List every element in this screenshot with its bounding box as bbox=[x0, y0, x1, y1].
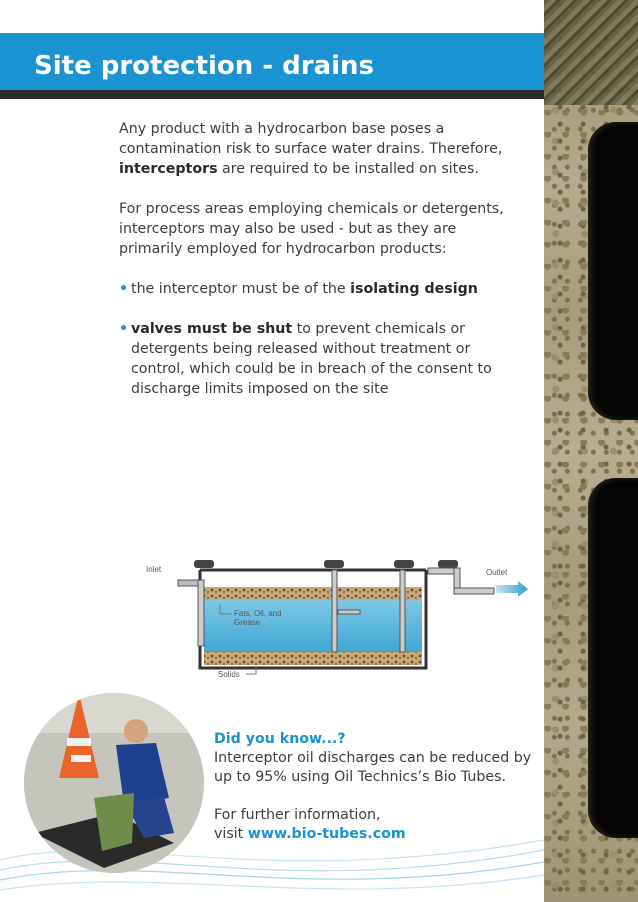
body-content bbox=[119, 119, 524, 419]
visit-line bbox=[214, 825, 534, 844]
fats-label-2: Grease bbox=[234, 618, 261, 627]
bullet-dot-icon: • bbox=[119, 281, 129, 297]
baffle-1 bbox=[332, 570, 337, 652]
further-info-text: For further information, bbox=[214, 807, 381, 823]
fats-label-1: Fats, Oil, and bbox=[234, 609, 282, 618]
manhole-cover-2 bbox=[324, 560, 344, 568]
page-title: Site protection - drains bbox=[34, 51, 375, 81]
intro-p1-text-end: are required to be installed on sites. bbox=[217, 161, 479, 177]
website-link[interactable]: www.bio-tubes.com bbox=[247, 826, 406, 842]
title-rule bbox=[0, 90, 544, 99]
manhole-cover-4 bbox=[438, 560, 458, 568]
interceptor-diagram-svg bbox=[138, 552, 538, 687]
manhole-cover-3 bbox=[394, 560, 414, 568]
manhole-cover-1 bbox=[194, 560, 214, 568]
title-band bbox=[0, 33, 544, 90]
visit-prefix: visit bbox=[214, 826, 248, 842]
solids-layer bbox=[204, 652, 422, 665]
bullet-item-isolating bbox=[119, 279, 524, 299]
bullet-1-text: the interceptor must be of the bbox=[131, 281, 351, 297]
bullet-dot-icon: • bbox=[119, 321, 129, 337]
outlet-pipe bbox=[454, 588, 494, 594]
intro-p1-text: Any product with a hydrocarbon base poses a contamination risk to surface water drains. Therefore, bbox=[119, 121, 503, 157]
baffle-2 bbox=[400, 570, 405, 652]
did-you-know-box bbox=[214, 730, 534, 844]
spacer bbox=[214, 787, 534, 806]
outlet-arrow-icon bbox=[496, 581, 528, 597]
drain-slot-lower bbox=[588, 478, 638, 838]
intro-paragraph-2: For process areas employing chemicals or detergents, interceptors may also be used - but as they are primarily employed for hydrocarbon products: bbox=[119, 201, 504, 257]
worker-photo bbox=[24, 693, 204, 873]
interceptor-diagram bbox=[138, 552, 538, 687]
drain-slot-upper bbox=[588, 122, 638, 420]
inlet-dip-pipe bbox=[198, 580, 204, 646]
intro-paragraph-1 bbox=[119, 119, 524, 179]
bullet-item-valves bbox=[119, 319, 524, 399]
inlet-label: Inlet bbox=[146, 565, 162, 574]
intro-p1-bold: interceptors bbox=[119, 161, 218, 177]
drain-grate-image bbox=[544, 0, 638, 902]
bullet-1-bold: isolating design bbox=[350, 281, 478, 297]
bullet-2-bold: valves must be shut bbox=[131, 321, 293, 337]
worker-photo-illustration bbox=[24, 693, 204, 873]
solids-label: Solids bbox=[218, 670, 240, 679]
did-you-know-title: Did you know...? bbox=[214, 731, 346, 747]
baffle-tee bbox=[338, 610, 360, 614]
bullet-2-text: to prevent chemicals or detergents being released without treatment or control, which could be in breach of the consent to discharge limits imposed on the site bbox=[131, 321, 492, 397]
drain-grass-texture bbox=[544, 0, 638, 105]
outlet-label: Outlet bbox=[486, 568, 508, 577]
did-you-know-text: Interceptor oil discharges can be reduced by up to 95% using Oil Technics’s Bio Tubes. bbox=[214, 750, 532, 785]
grease-layer bbox=[204, 587, 422, 600]
